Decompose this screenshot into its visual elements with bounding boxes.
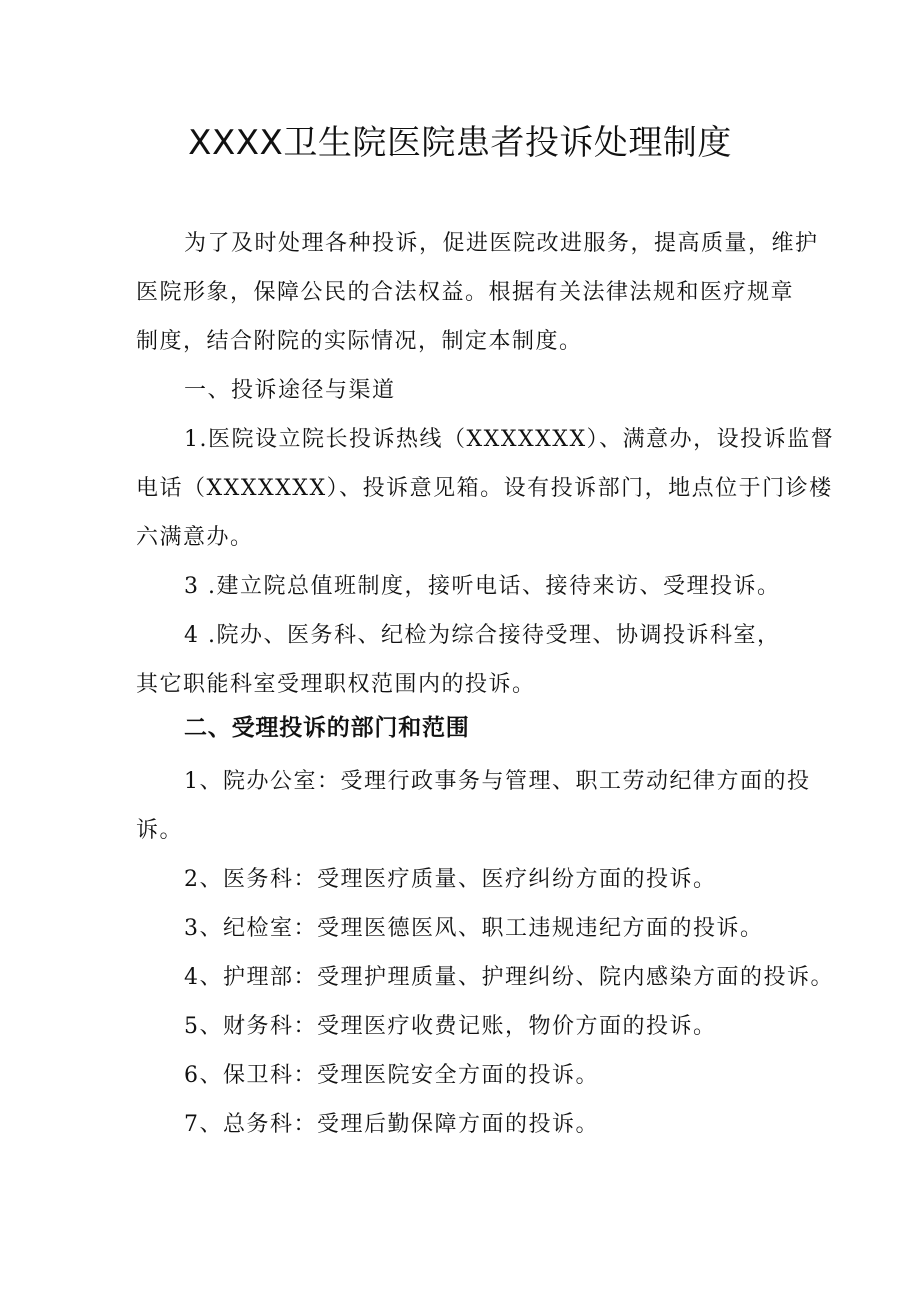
section1-item1-line-2: 电话（XXXXXXX）、投诉意见箱。设有投诉部门，地点位于门诊楼 [136,476,833,501]
intro-line-2: 医院形象，保障公民的合法权益。根据有关法律法规和医疗规章 [136,280,795,305]
section1-item4-line-2: 其它职能科室受理职权范围内的投诉。 [136,672,536,697]
section2-item7: 7、总务科：受理后勤保障方面的投诉。 [184,1112,599,1137]
section2-item5: 5、财务科：受理医疗收费记账，物价方面的投诉。 [184,1014,717,1039]
section2-heading: 二、受理投诉的部门和范围 [184,715,470,741]
section1-item4-line-1: 4 .院办、医务科、纪检为综合接待受理、协调投诉科室， [184,623,781,648]
section1-heading: 一、投诉途径与渠道 [184,378,396,403]
document-title: XXXX卫生院医院患者投诉处理制度 [188,123,732,163]
section1-item1-line-3: 六满意办。 [136,525,254,550]
section1-item1-line-1: 1.医院设立院长投诉热线（XXXXXXX）、满意办，设投诉监督 [184,427,835,452]
section2-item4: 4、护理部：受理护理质量、护理纠纷、院内感染方面的投诉。 [184,965,834,990]
section2-item2: 2、医务科：受理医疗质量、医疗纠纷方面的投诉。 [184,867,717,892]
section1-item3: 3 .建立院总值班制度，接听电话、接待来访、受理投诉。 [184,574,781,599]
section2-item3: 3、纪检室：受理医德医风、职工违规违纪方面的投诉。 [184,916,764,941]
section2-item1-line-2: 诉。 [136,818,184,843]
intro-line-3: 制度，结合附院的实际情况，制定本制度。 [136,329,583,354]
section2-item1-line-1: 1、院办公室：受理行政事务与管理、职工劳动纪律方面的投 [184,769,811,794]
intro-line-1: 为了及时处理各种投诉，促进医院改进服务，提高质量，维护 [184,231,819,256]
section2-item6: 6、保卫科：受理医院安全方面的投诉。 [184,1063,599,1088]
